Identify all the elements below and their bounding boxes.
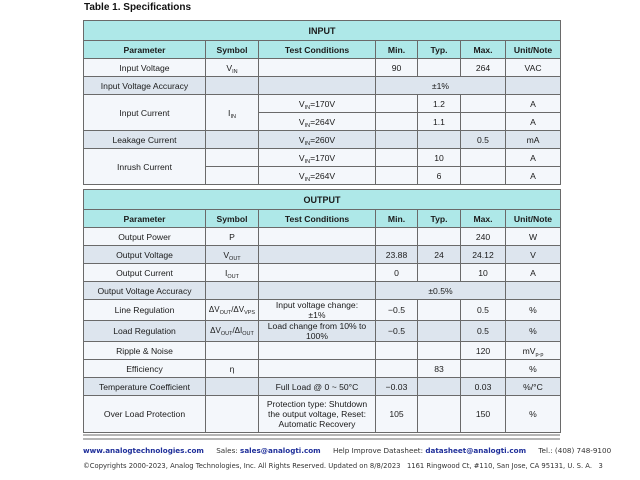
cond-cell xyxy=(259,113,376,131)
max-cell xyxy=(461,113,506,131)
header-conditions: Test Conditions xyxy=(259,210,376,228)
param-cell: Ripple & Noise xyxy=(84,342,206,360)
symbol-cell: P xyxy=(206,228,259,246)
cond-cell xyxy=(259,282,376,300)
max-cell xyxy=(461,360,506,378)
cond-cell xyxy=(259,228,376,246)
unit-cell: A xyxy=(506,95,561,113)
min-cell xyxy=(376,167,418,185)
cond-cell: Protection type: Shutdown the output voltage, Reset: Automatic Recovery xyxy=(259,396,376,433)
typ-cell: 1.2 xyxy=(418,95,461,113)
header-symbol: Symbol xyxy=(206,41,259,59)
value-cell: ±1% xyxy=(376,77,506,95)
cond-sub: IN xyxy=(304,140,311,147)
unit-sub: p-p xyxy=(535,351,544,358)
cond-cell xyxy=(259,77,376,95)
min-cell: 0 xyxy=(376,264,418,282)
max-cell: 10 xyxy=(461,264,506,282)
value-cell: ±0.5% xyxy=(376,282,506,300)
symbol-cell xyxy=(206,59,259,77)
param-cell: Efficiency xyxy=(84,360,206,378)
max-cell: 0.5 xyxy=(461,321,506,342)
header-unit: Unit/Note xyxy=(506,210,561,228)
unit-cell xyxy=(506,342,561,360)
unit-cell: % xyxy=(506,300,561,321)
max-cell: 24.12 xyxy=(461,246,506,264)
table-row xyxy=(84,342,561,360)
table-row xyxy=(84,396,561,433)
param-cell: Temperature Coefficient xyxy=(84,378,206,396)
min-cell xyxy=(376,95,418,113)
param-cell: Load Regulation xyxy=(84,321,206,342)
header-max: Max. xyxy=(461,210,506,228)
min-cell xyxy=(376,113,418,131)
footer-copyright-line xyxy=(83,462,603,470)
max-cell: 0.5 xyxy=(461,131,506,149)
param-cell: Leakage Current xyxy=(84,131,206,149)
cond-cell xyxy=(259,95,376,113)
min-cell: −0.5 xyxy=(376,321,418,342)
symbol-text: I xyxy=(228,107,231,118)
unit-cell: % xyxy=(506,396,561,433)
page-number: 3 xyxy=(598,462,603,470)
symbol-text: /ΔV xyxy=(231,305,245,314)
max-cell xyxy=(461,167,506,185)
table-row xyxy=(84,149,561,167)
unit-cell: A xyxy=(506,167,561,185)
typ-cell xyxy=(418,378,461,396)
symbol-cell xyxy=(206,167,259,185)
header-min: Min. xyxy=(376,210,418,228)
unit-cell xyxy=(506,282,561,300)
symbol-sub: OUT xyxy=(242,331,254,337)
table-row xyxy=(84,77,561,95)
cond-cell: Load change from 10% to 100% xyxy=(259,321,376,342)
cond-val: =264V xyxy=(310,170,336,181)
header-min: Min. xyxy=(376,41,418,59)
cond-sub: IN xyxy=(304,176,311,183)
unit-cell: % xyxy=(506,321,561,342)
symbol-text: I xyxy=(224,267,228,278)
param-cell: Output Current xyxy=(84,264,206,282)
unit-cell xyxy=(506,77,561,95)
unit-cell: W xyxy=(506,228,561,246)
min-cell xyxy=(376,131,418,149)
symbol-cell xyxy=(206,378,259,396)
symbol-sub: IN xyxy=(232,68,238,75)
cond-val: =170V xyxy=(310,98,336,109)
param-cell: Line Regulation xyxy=(84,300,206,321)
header-unit: Unit/Note xyxy=(506,41,561,59)
divider xyxy=(83,438,560,440)
typ-cell xyxy=(418,342,461,360)
param-cell: Output Power xyxy=(84,228,206,246)
unit-cell: mA xyxy=(506,131,561,149)
table-row xyxy=(84,282,561,300)
max-cell xyxy=(461,149,506,167)
typ-cell xyxy=(418,300,461,321)
header-symbol: Symbol xyxy=(206,210,259,228)
typ-cell xyxy=(418,264,461,282)
table-title: Table 1. Specifications xyxy=(84,2,192,13)
symbol-sub: OUT xyxy=(220,331,233,337)
param-cell: Input Voltage xyxy=(84,59,206,77)
table-row xyxy=(84,95,561,113)
typ-cell: 10 xyxy=(418,149,461,167)
typ-cell xyxy=(418,228,461,246)
symbol-cell xyxy=(206,95,259,131)
unit-cell: V xyxy=(506,246,561,264)
output-spec-table xyxy=(83,189,561,433)
help-label: Help Improve Datasheet: xyxy=(332,446,424,455)
max-cell: 0.03 xyxy=(461,378,506,396)
symbol-text: V xyxy=(223,249,230,260)
copyright: ©Copyrights 2000-2023, Analog Technologies, Inc. All Rights Reserved. Updated on 8/8/2023 xyxy=(83,462,401,470)
symbol-cell xyxy=(206,131,259,149)
table-row xyxy=(84,264,561,282)
min-cell: −0.03 xyxy=(376,378,418,396)
symbol-cell xyxy=(206,300,259,321)
cond-cell xyxy=(259,246,376,264)
table-row xyxy=(84,246,561,264)
header-typ: Typ. xyxy=(418,41,461,59)
table-row xyxy=(84,131,561,149)
min-cell: 105 xyxy=(376,396,418,433)
param-cell: Over Load Protection xyxy=(84,396,206,433)
param-cell: Input Current xyxy=(84,95,206,131)
cond-v: V xyxy=(298,134,305,145)
table-row xyxy=(84,360,561,378)
param-cell: Input Voltage Accuracy xyxy=(84,77,206,95)
cond-cell: Input voltage change: ±1% xyxy=(259,300,376,321)
section-header-input: INPUT xyxy=(84,21,561,41)
cond-cell xyxy=(259,360,376,378)
typ-cell xyxy=(418,321,461,342)
param-cell: Output Voltage xyxy=(84,246,206,264)
cond-sub: IN xyxy=(304,122,311,129)
unit-cell: A xyxy=(506,113,561,131)
divider xyxy=(83,434,560,436)
cond-v: V xyxy=(298,98,305,109)
cond-v: V xyxy=(298,116,305,127)
cond-sub: IN xyxy=(304,158,311,165)
column-headers xyxy=(84,210,561,228)
column-headers xyxy=(84,41,561,59)
sales-email-link[interactable]: sales@analogti.com xyxy=(240,446,321,455)
unit-cell: A xyxy=(506,264,561,282)
header-max: Max. xyxy=(461,41,506,59)
cond-cell xyxy=(259,342,376,360)
input-spec-table xyxy=(83,20,561,185)
symbol-cell xyxy=(206,77,259,95)
symbol-text: V xyxy=(226,62,233,73)
param-cell: Output Voltage Accuracy xyxy=(84,282,206,300)
table-row xyxy=(84,228,561,246)
typ-cell: 1.1 xyxy=(418,113,461,131)
symbol-sub: OUT xyxy=(227,273,239,280)
datasheet-email-link[interactable]: datasheet@analogti.com xyxy=(425,446,527,455)
symbol-cell xyxy=(206,321,259,342)
min-cell: 23.88 xyxy=(376,246,418,264)
min-cell xyxy=(376,228,418,246)
typ-cell xyxy=(418,396,461,433)
cond-val: =260V xyxy=(310,134,336,145)
table-row xyxy=(84,378,561,396)
symbol-sub: OUT xyxy=(219,310,232,316)
symbol-text: /ΔI xyxy=(232,326,243,335)
symbol-sub: VPS xyxy=(244,310,256,316)
min-cell xyxy=(376,149,418,167)
header-typ: Typ. xyxy=(418,210,461,228)
cond-v: V xyxy=(298,152,305,163)
symbol-cell: η xyxy=(206,360,259,378)
param-cell: Inrush Current xyxy=(84,149,206,185)
typ-cell xyxy=(418,59,461,77)
symbol-cell xyxy=(206,149,259,167)
symbol-cell xyxy=(206,342,259,360)
max-cell: 240 xyxy=(461,228,506,246)
max-cell: 264 xyxy=(461,59,506,77)
symbol-cell xyxy=(206,246,259,264)
footer-contact-line xyxy=(83,446,611,455)
symbol-cell xyxy=(206,282,259,300)
unit-cell: %/°C xyxy=(506,378,561,396)
symbol-sub: OUT xyxy=(229,255,241,262)
cond-cell xyxy=(259,131,376,149)
website-link[interactable]: www.analogtechnologies.com xyxy=(83,446,204,455)
address: 1161 Ringwood Ct, #110, San Jose, CA 95131, U. S. A. xyxy=(406,462,592,470)
cond-v: V xyxy=(298,170,305,181)
max-cell xyxy=(461,95,506,113)
symbol-sub: IN xyxy=(230,113,236,120)
cond-cell xyxy=(259,264,376,282)
unit-cell: % xyxy=(506,360,561,378)
table-row xyxy=(84,59,561,77)
typ-cell: 6 xyxy=(418,167,461,185)
min-cell: −0.5 xyxy=(376,300,418,321)
header-conditions: Test Conditions xyxy=(259,41,376,59)
symbol-cell xyxy=(206,396,259,433)
cond-cell: Full Load @ 0 ~ 50°C xyxy=(259,378,376,396)
max-cell: 120 xyxy=(461,342,506,360)
symbol-text: ΔV xyxy=(210,326,221,335)
symbol-cell xyxy=(206,264,259,282)
cond-val: =170V xyxy=(310,152,336,163)
cond-val: =264V xyxy=(310,116,336,127)
typ-cell: 83 xyxy=(418,360,461,378)
symbol-text: ΔV xyxy=(208,305,220,314)
max-cell: 150 xyxy=(461,396,506,433)
cond-cell xyxy=(259,149,376,167)
section-header-output: OUTPUT xyxy=(84,190,561,210)
cond-cell xyxy=(259,59,376,77)
min-cell xyxy=(376,342,418,360)
typ-cell xyxy=(418,131,461,149)
unit-cell: VAC xyxy=(506,59,561,77)
sales-label: Sales: xyxy=(216,446,238,455)
header-parameter: Parameter xyxy=(84,210,206,228)
cond-sub: IN xyxy=(304,104,311,111)
table-row xyxy=(84,321,561,342)
unit-text: mV xyxy=(522,345,536,356)
table-row xyxy=(84,300,561,321)
cond-cell xyxy=(259,167,376,185)
typ-cell: 24 xyxy=(418,246,461,264)
min-cell: 90 xyxy=(376,59,418,77)
max-cell: 0.5 xyxy=(461,300,506,321)
header-parameter: Parameter xyxy=(84,41,206,59)
telephone: Tel.: (408) 748-9100 xyxy=(538,446,612,455)
unit-cell: A xyxy=(506,149,561,167)
min-cell xyxy=(376,360,418,378)
